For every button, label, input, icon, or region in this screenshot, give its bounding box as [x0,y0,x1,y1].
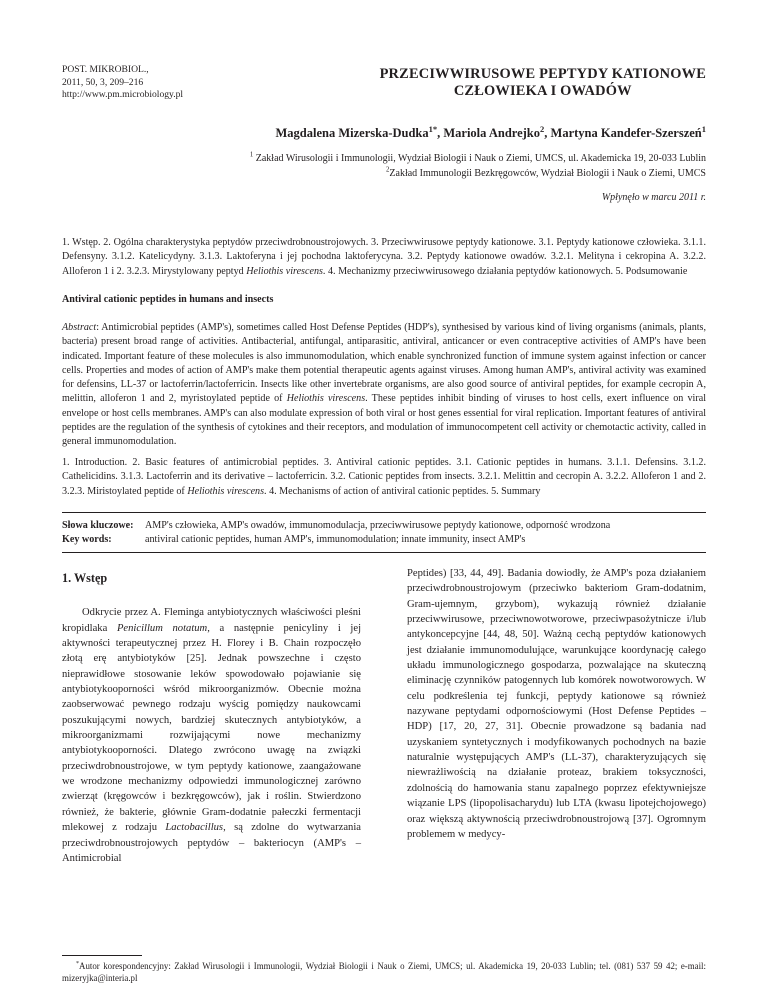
section-heading: 1. Wstęp [62,571,108,585]
english-title: Antiviral cationic peptides in humans and insects [62,294,274,305]
author-separator: , [544,126,551,140]
keywords-pl-text: AMP's człowieka, AMP's owadów, immunomodulacja, przeciwwirusowe peptydy kationowe, odporność wrodzona [145,520,611,531]
keywords-en-text: antiviral cationic peptides, human AMP's, immunomodulation; innate immunity, insect AMP's [145,534,526,546]
journal-name: POST. MIKROBIOL., [62,64,149,75]
footnote-text: Autor korespondencyjny: Zakład Wirusologii i Immunologii, Wydział Biologii i Nauk o Ziemi, UMCS; ul. Akademicka 19, 20-033 Lublin; tel. (081) 537 59 42; e-mail: mizeryjka@interia.pl [62,961,706,983]
toc-pl-species: Heliothis virescens [246,265,323,277]
author-separator: , [437,126,444,140]
affiliations [250,152,706,181]
body-paragraph [62,605,361,866]
body-paragraph-continued: Peptides) [33, 44, 49]. Badania dowiodły, że AMP's poza działaniem przeciwdrobnoustrojowym (przeciwko bakteriom Gram-dodatnim, Gram-ujemnym, grzybom), wykazują również działanie przeciwwirusowe, przeciwnowotworowe, przeciwpasożytnicze i/lub antykoncepcyjne [44, 48, 50]. Ważną cechą peptydów kationowych jest działanie immunomodulujące, warunkujące koordynację całego układu immunologicznego gospodarza, pozwalające na skuteczną eliminację czynników patogennych lub komórek nowotworowych. W celu podkreślenia tej funkcji, peptydy kationowe są również nazywane peptydami odpornościowymi (Host Defense Peptides – HDP) [17, 20, 27, 31]. Obecnie prowadzone są badania nad uzyskaniem syntetycznych i modyfikowanych pochodnych na bazie naturalnie występujących AMP's (LL-37), charakteryzujących się niewrażliwością na działanie proteaz, brakiem toksyczności, zdolnością do hamowania stanu zapalnego poprzez efektywniejsze wiązanie LPS (lipopolisacharydu) lub LTA (kwasu lipotejchojowego) oraz większą aktywnością przeciwdrobnoustrojową [37]. Ogromnym problemem w medycy- [407,568,706,840]
author-3-affiliation: 1 [701,123,706,134]
toc-en-text-end: . 4. Mechanisms of action of antiviral cationic peptides. 5. Summary [264,485,541,497]
affiliation-2 [250,167,706,182]
abstract-label: Abstract [62,322,97,333]
keywords-top-rule [62,512,706,513]
corresponding-marker: * [432,123,438,134]
toc-en-species: Heliothis virescens [187,485,265,497]
footnote [62,960,706,984]
abstract-species: Heliothis virescens [286,393,366,405]
keywords-block [62,519,706,548]
species-name: Penicillum notatum [116,622,208,634]
paragraph-text: , są zdolne do wytwarzania przeciwdrobnoustrojowych peptydów – bakteriocyn (AMP's – Antimicrobial [62,822,361,864]
journal-url[interactable]: http://www.pm.microbiology.pl [62,89,184,101]
footnote-marker: * [76,961,80,968]
footnote-rule [62,955,142,956]
keywords-en-label: Key words: [62,534,112,546]
paragraph-text: , a następnie penicyliny i jej aktywności terapeutycznej przez H. Florey i B. Chain rozpoczęło złotą erę antybiotyków [25]. Jednak powszechne i często nieprawidłowe stosowanie leków spowodowało pojawianie się antybiotykooporności wśród mikroorganizmów. Obecnie można zaobserwować pewnego rodzaju wyścig pomiędzy naukowcami poszukującymi nowych, bardziej skutecznych antybiotyków, a mikroorganizmami rozwijającymi nowe mechanizmy antybiotykooporności. Dlatego zwrócono uwagę na związki przeciwdrobnoustrojowe, w tym peptydy kationowe, zaangażowane we wrodzone mechanizmy odpowiedzi immunologicznej zarówno zwierząt (kręgowców i bezkręgowców), jak i roślin. Stwierdzono również, że bakterie, głównie Gram-dodatnie pałeczki fermentacji mlekowej z rodzaju [62,622,362,834]
paragraph-text: Odkrycie przez A. Fleminga antybiotycznych właściwości pleśni kropidlaka [62,607,361,634]
abstract-text: : Antimicrobial peptides (AMP's), sometimes called Host Defense Peptides (HDP's), synthesised by various kind of living organisms (animals, plants, bacteria) present broad range of activities. Antibacterial, antifungal, antiparasitic, antiviral, anticancer or even contraceptive activities of AMP's have been indicated. Important feature of these molecules is also immunomodulation, which enable synchronized function of immune system against infection or cancer cells. Properties and modes of action of AMP's make them potential therapeutic agents against viruses. Among human AMP's, antiviral activity was examined for defensins, LL-37 or lactoferrin/lactoferricin. Insects like other invertebrate organisms, are also good source of antiviral peptides, for example cecropin A, melittin, alloferon 1 and 2, myristoylated peptide of [62,322,706,405]
author-2: Mariola Andrejko [443,126,541,140]
toc-pl-text: 1. Wstęp. 2. Ogólna charakterystyka peptydów przeciwdrobnoustrojowych. 3. Przeciwwirusowe peptydy kationowe. 3.1. Peptydy kationowe człowieka. 3.1.1. Defensyny. 3.1.2. Katelicydyny. 3.1.3. Laktoferyna i jej pochodna laktoferycyna. 3.2. Peptydy kationowe owadów. 3.2.1. Melityna i cekropina A. 3.2.2. Alloferon 1 i 2. 3.2.3. Mirystylowany peptyd [62,237,706,277]
author-list [275,123,706,141]
journal-volume: 2011, 50, 3, 209–216 [62,76,144,88]
author-2-affiliation: 2 [540,123,545,134]
received-date: Wpłynęło w marcu 2011 r. [601,192,706,203]
affiliation-1 [250,152,706,167]
title-line-2: CZŁOWIEKA I OWADÓW [453,83,632,99]
table-of-contents-en [62,456,706,499]
article-title [380,66,706,100]
affiliation-2-marker: 2 [386,166,390,174]
author-1: Magdalena Mizerska-Dudka [275,126,429,140]
journal-citation [62,64,183,102]
genus-name: Lactobacillus [165,822,224,834]
author-1-affiliation: 1 [428,123,433,134]
affiliation-1-marker: 1 [249,151,254,159]
toc-pl-text-end: . 4. Mechanizmy przeciwwirusowego działania peptydów kationowych. 5. Podsumowanie [322,265,688,277]
toc-en-text: 1. Introduction. 2. Basic features of antimicrobial peptides. 3. Antiviral cationic peptides. 3.1. Cationic peptides in humans. 3.1.1. Defensins. 3.1.2. Cathelicidins. 3.1.3. Lactoferrin and its derivative – lactoferricin. 3.2. Cationic peptides from insects. 3.2.1. Melittin and cecropin A. 3.2.2. Alloferon 1 and 2. 3.2.3. Miristoylated peptide of [62,457,706,497]
abstract-text-end: . These peptides inhibit binding of viruses to host cells, exert influence on viral envelope or host cells membranes. AMP's can also modulate expression of both viral or host genes essential for viral replication. Important features of antiviral peptides are the regulation of the synthesis of cytokines and their receptors, and modulation of immunocompetent cell activity or chemotactic activity, called in general immunomodulation. [62,393,706,448]
body-column-left [62,565,361,866]
affiliation-1-text: Zakład Wirusologii i Immunologii, Wydział Biologii i Nauk o Ziemi, UMCS, ul. Akademicka 19, 20-033 Lublin [253,153,706,164]
keywords-pl-label: Słowa kluczowe: [62,520,134,531]
body-column-right [407,566,706,842]
author-3: Martyna Kandefer-Szerszeń [550,126,702,140]
title-line-1: PRZECIWWIRUSOWE PEPTYDY KATIONOWE [379,66,706,82]
abstract [62,321,706,450]
table-of-contents-pl [62,236,706,279]
affiliation-2-text: Zakład Immunologii Bezkręgowców, Wydział Biologii i Nauk o Ziemi, UMCS [389,167,706,179]
keywords-bottom-rule [62,552,706,553]
